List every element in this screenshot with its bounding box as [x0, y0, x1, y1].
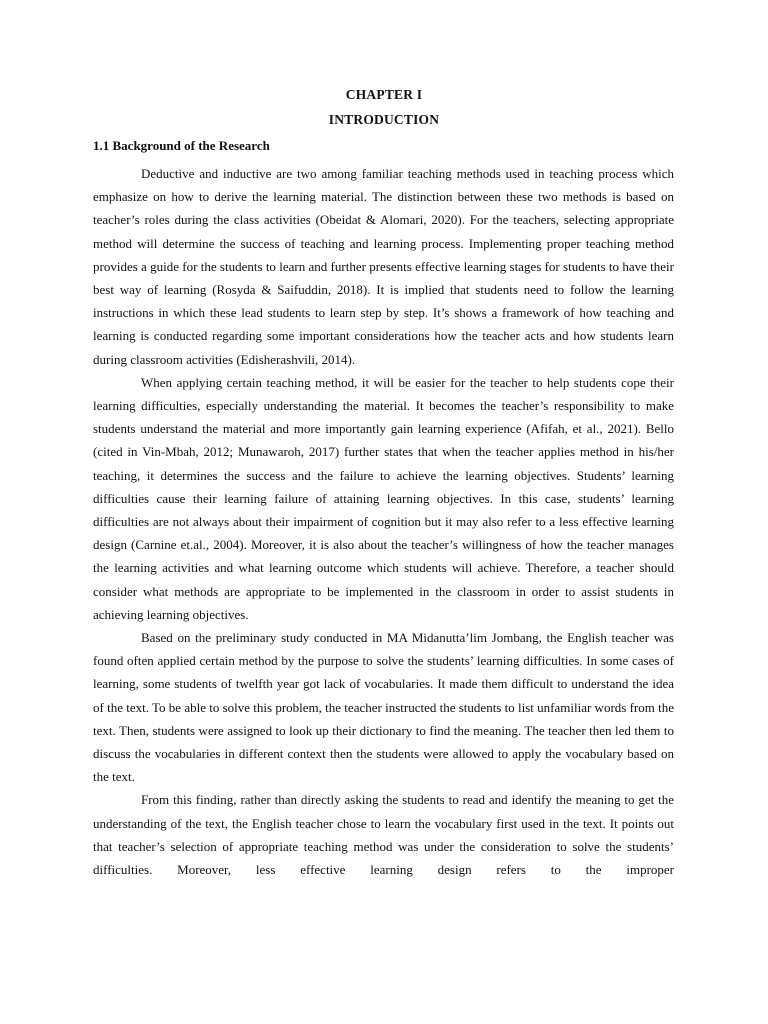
- paragraph-3: Based on the preliminary study conducted in MA Midanutta’lim Jombang, the English teacher was found often applied certain method by the purpose to solve the students’ learning difficulties. In some cases of learning, some students of twelfth year got lack of vocabularies. It made them difficult to understand the idea of the text. To be able to solve this problem, the teacher instructed the students to list unfamiliar words from the text. Then, students were assigned to look up their dictionary to find the meaning. The teacher then led them to discuss the vocabularies in different context then the students were allowed to apply the vocabulary based on the text.: [93, 630, 674, 785]
- paragraph-1: Deductive and inductive are two among familiar teaching methods used in teaching process which emphasize on how to derive the learning material. The distinction between these two methods is based on teacher’s roles during the class activities (Obeidat & Alomari, 2020). For the teachers, selecting appropriate method will determine the success of teaching and learning process. Implementing proper teaching method provides a guide for the students to learn and further presents effective learning stages for students to have their best way of learning (Rosyda & Saifuddin, 2018). It is implied that students need to follow the learning instructions in which these lead students to learn step by step. It’s shows a framework of how teaching and learning is conducted regarding some important considerations how the teacher acts and how students learn during classroom activities (Edisherashvili, 2014).: [93, 166, 674, 367]
- paragraph-2: When applying certain teaching method, it will be easier for the teacher to help students cope their learning difficulties, especially understanding the material. It becomes the teacher’s responsibility to make students understand the material and more importantly gain learning experience (Afifah, et al., 2021). Bello (cited in Vin-Mbah, 2012; Munawaroh, 2017) further states that when the teacher applies method in his/her teaching, it determines the success and the failure to achieve the learning objectives. Students’ learning difficulties cause their learning failure of attaining learning objectives. In this case, students’ learning difficulties are not always about their impairment of cognition but it may also refer to a less effective learning design (Carnine et.al., 2004). Moreover, it is also about the teacher’s willingness of how the teacher manages the learning activities and what learning outcome which students will achieve. Therefore, a teacher should consider what methods are appropriate to be implemented in the classroom in order to assist students in achieving learning objectives.: [93, 374, 674, 622]
- chapter-label: CHAPTER I: [345, 87, 423, 102]
- section-heading: 1.1 Background of the Research: [93, 138, 270, 153]
- chapter-title: INTRODUCTION: [328, 112, 440, 127]
- paragraph-4: From this finding, rather than directly asking the students to read and identify the meaning to get the understanding of the text, the English teacher chose to learn the vocabulary first used in the text. It points out that teacher’s selection of appropriate teaching method was under the consideration to solve the students’ difficulties. Moreover, less effective learning design refers to the improper: [93, 792, 674, 878]
- body-text: [93, 162, 674, 881]
